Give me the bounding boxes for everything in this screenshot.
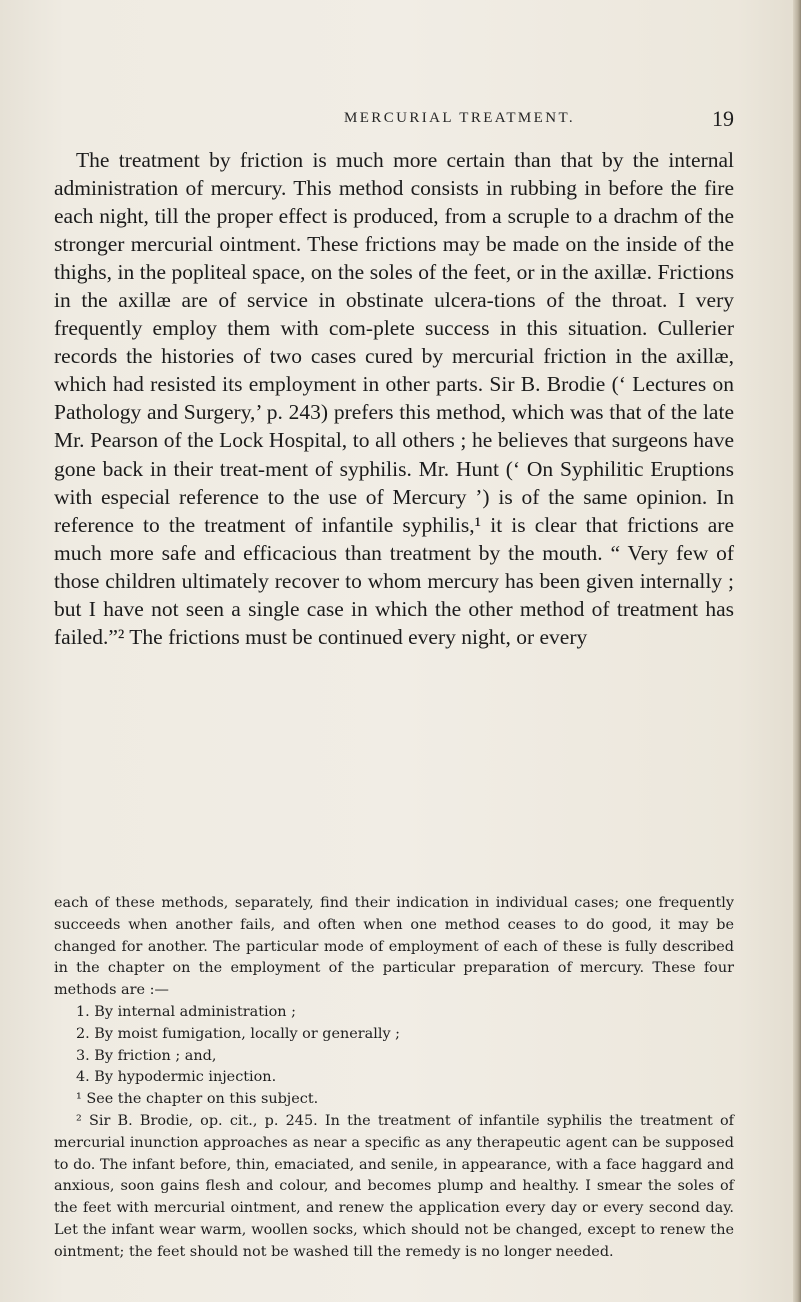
running-title: MERCURIAL TREATMENT. [344,110,576,126]
body-paragraph: The treatment by friction is much more certain than that by the internal administration of mercury. This method consists in rubbing in before the fire each night, till the proper effect is produced, from a scruple to a drachm of the stronger mercurial ointment. These frictions may be made on the inside of the thighs, in the popliteal space, on the soles of the feet, or in the axillæ. Frictions in the axillæ are of service in obstinate ulcera-tions of the throat. I very frequently employ them with com-plete success in this situation. Cullerier records the histories of two cases cured by mercurial friction in the axillæ, which had resisted its employment in other parts. Sir B. Brodie (‘ Lectures on Pathology and Surgery,’ p. 243) prefers this method, which was that of the late Mr. Pearson of the Lock Hospital, to all others ; he believes that surgeons have gone back in their treat-ment of syphilis. Mr. Hunt (‘ On Syphilitic Eruptions with especial reference to the use of Mercury ’) is of the same opinion. In reference to the treatment of infantile syphilis,¹ it is clear that frictions are much more safe and efficacious than treatment by the mouth. “ Very few of those children ultimately recover to whom mercury has been given internally ; but I have not seen a single case in which the other method of treatment has failed.”² The frictions must be continued every night, or every [54,148,734,649]
method-item-3: 3. By friction ; and, [76,1047,217,1064]
page-number: 19 [712,106,734,131]
method-item-2: 2. By moist fumigation, locally or generally ; [76,1025,401,1042]
footnote-1: ¹ See the chapter on this subject. [76,1091,319,1108]
page-edge-shadow [793,0,801,1302]
method-item-1: 1. By internal administration ; [76,1003,296,1020]
page-header [54,106,734,134]
footnote-2: ² Sir B. Brodie, op. cit., p. 245. In the treatment of infantile syphilis the treatment of mercurial inunction approaches as near a specific as any therapeutic agent can be supposed to do. The infant before, thin, emaciated, and senile, in appearance, with a face haggard and anxious, soon gains flesh and colour, and becomes plump and healthy. I smear the soles of the feet with mercurial ointment, and renew the application every day or every second day. Let the infant wear warm, woollen socks, which should not be changed, except to renew the ointment; the feet should not be washed till the remedy is no longer needed. [54,1112,734,1260]
notes-section [54,893,734,1264]
notes-continuation: each of these methods, separately, find their indication in individual cases; one frequently succeeds when another fails, and often when one method ceases to do good, it may be changed for another. The particular mode of employment of each of these is fully described in the chapter on the employment of the particular preparation of mercury. These four methods are :— [54,895,734,999]
method-item-4: 4. By hypodermic injection. [76,1069,277,1086]
